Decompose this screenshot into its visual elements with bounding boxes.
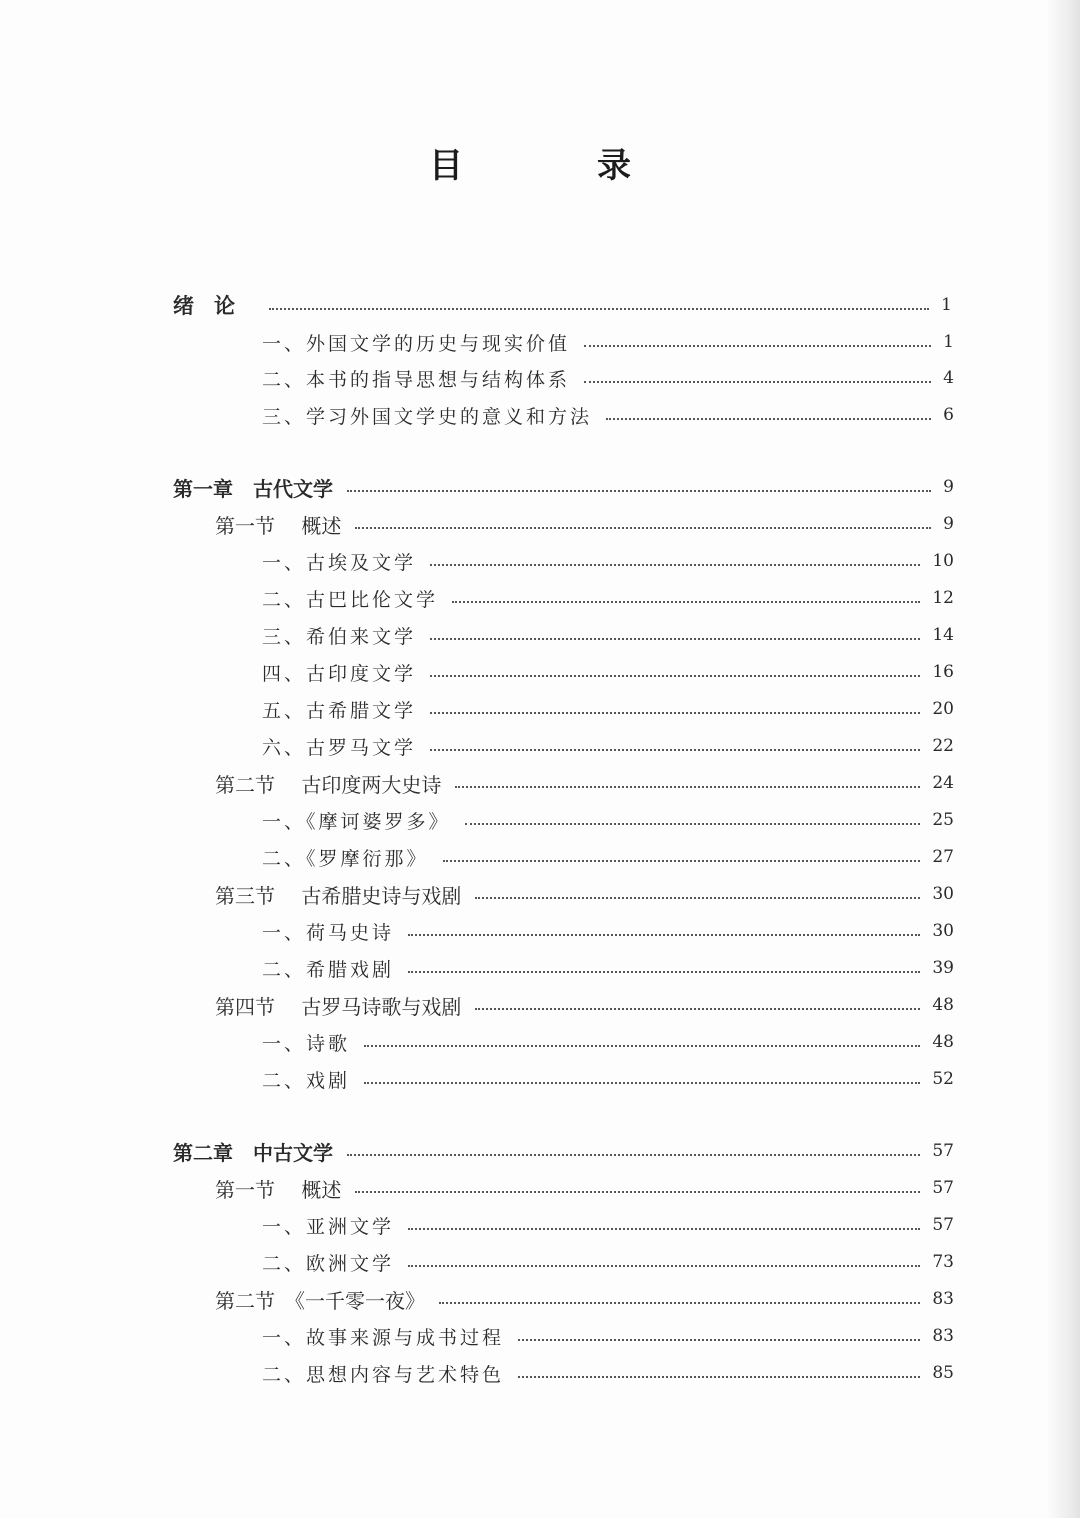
toc-page-number: 20 [932, 699, 954, 719]
toc-page-number: 57 [932, 1178, 954, 1198]
toc-page-number: 10 [932, 551, 954, 571]
toc-entry-label: 绪论 [173, 293, 255, 318]
toc-page-number: 39 [932, 958, 954, 978]
toc-entry-label: 一、古埃及文学 [262, 551, 417, 574]
dot-leader [408, 934, 920, 936]
page-title: 目 录 [429, 146, 681, 186]
toc-entry-label: 第二节 古印度两大史诗 [215, 772, 442, 797]
toc-page-number: 22 [932, 736, 954, 756]
dot-leader [584, 381, 931, 383]
toc-entry-item[interactable] [262, 361, 954, 395]
dot-leader [518, 1376, 920, 1378]
toc-entry-item[interactable] [262, 803, 954, 837]
toc-entry-label: 二、本书的指导思想与结构体系 [262, 368, 571, 391]
toc-entry-label: 一、荷马史诗 [262, 921, 395, 944]
toc-entry-label: 三、希伯来文学 [262, 625, 417, 648]
dot-leader [430, 749, 920, 751]
dot-leader [452, 601, 920, 603]
toc-page-number: 30 [932, 921, 954, 941]
toc-entry-label: 二、《罗摩衍那》 [262, 847, 429, 870]
toc-entry-section[interactable] [215, 877, 954, 911]
toc-page-number: 12 [932, 588, 954, 608]
dot-leader [347, 490, 931, 492]
toc-page-number: 25 [932, 810, 954, 830]
dot-leader [430, 675, 920, 677]
dot-leader [430, 638, 920, 640]
dot-leader [465, 823, 921, 825]
toc-page-number: 16 [932, 662, 954, 682]
toc-page-number: 57 [932, 1215, 954, 1235]
toc-entry-label: 四、古印度文学 [262, 662, 417, 685]
toc-entry-item[interactable] [262, 951, 954, 985]
toc-page-number: 30 [932, 884, 954, 904]
toc-entry-item[interactable] [262, 1245, 954, 1279]
dot-leader [364, 1082, 920, 1084]
toc-page-number: 1 [943, 332, 954, 352]
toc-page-number: 52 [932, 1069, 954, 1089]
toc-entry-label: 二、思想内容与艺术特色 [262, 1363, 505, 1386]
dot-leader [430, 712, 920, 714]
dot-leader [518, 1339, 920, 1341]
toc-entry-section[interactable] [215, 1171, 954, 1205]
toc-entry-item[interactable] [262, 914, 954, 948]
toc-page-number: 57 [932, 1141, 954, 1161]
toc-entry-label: 二、欧洲文学 [262, 1252, 395, 1275]
toc-entry-label: 二、希腊戏剧 [262, 958, 395, 981]
dot-leader [475, 1008, 920, 1010]
dot-leader [408, 971, 920, 973]
toc-entry-label: 一、《摩诃婆罗多》 [262, 810, 451, 833]
toc-entry-label: 一、外国文学的历史与现实价值 [262, 332, 571, 355]
toc-entry-label: 第一节 概述 [215, 513, 342, 538]
dot-leader [443, 860, 921, 862]
page-edge-shadow [1046, 0, 1080, 1518]
dot-leader [439, 1302, 920, 1304]
toc-entry-item[interactable] [262, 655, 954, 689]
toc-entry-item[interactable] [262, 729, 954, 763]
toc-entry-label: 六、古罗马文学 [262, 736, 417, 759]
toc-page-number: 83 [932, 1326, 954, 1346]
dot-leader [269, 308, 929, 310]
toc-entry-item[interactable] [262, 840, 954, 874]
toc-entry-item[interactable] [262, 1356, 954, 1390]
toc-entry-section[interactable] [215, 988, 954, 1022]
toc-entry-label: 二、古巴比伦文学 [262, 588, 439, 611]
toc-page-number: 83 [932, 1289, 954, 1309]
toc-entry-label: 第一章 古代文学 [173, 476, 333, 501]
toc-page-number: 48 [932, 1032, 954, 1052]
toc-entry-item[interactable] [262, 1025, 954, 1059]
toc-page-number: 1 [941, 295, 952, 315]
toc-page-number: 73 [932, 1252, 954, 1272]
dot-leader [475, 897, 920, 899]
toc-entry-item[interactable] [262, 618, 954, 652]
toc-entry-item[interactable] [262, 1062, 954, 1096]
toc-entry-section[interactable] [215, 507, 954, 541]
toc-page-number: 24 [932, 773, 954, 793]
toc-entry-label: 二、戏剧 [262, 1069, 351, 1092]
toc-page-number: 85 [932, 1363, 954, 1383]
toc-entry-label: 第四节 古罗马诗歌与戏剧 [215, 994, 462, 1019]
dot-leader [364, 1045, 920, 1047]
toc-entry-intro[interactable] [173, 288, 952, 322]
toc-entry-label: 一、故事来源与成书过程 [262, 1326, 505, 1349]
toc-entry-item[interactable] [262, 581, 954, 615]
toc-page-number: 14 [932, 625, 954, 645]
toc-entry-item[interactable] [262, 325, 954, 359]
dot-leader [455, 786, 920, 788]
toc-entry-item[interactable] [262, 1319, 954, 1353]
toc-page-number: 9 [943, 514, 954, 534]
toc-entry-section[interactable] [215, 1282, 954, 1316]
toc-entry-chapter[interactable] [173, 1134, 954, 1168]
toc-entry-label: 一、诗歌 [262, 1032, 351, 1055]
toc-entry-label: 第二章 中古文学 [173, 1140, 333, 1165]
toc-entry-label: 第一节 概述 [215, 1177, 342, 1202]
toc-entry-label: 三、学习外国文学史的意义和方法 [262, 405, 593, 428]
toc-entry-label: 第三节 古希腊史诗与戏剧 [215, 883, 462, 908]
dot-leader [355, 527, 931, 529]
dot-leader [408, 1265, 920, 1267]
dot-leader [430, 564, 920, 566]
toc-entry-label: 一、亚洲文学 [262, 1215, 395, 1238]
toc-entry-item[interactable] [262, 544, 954, 578]
toc-entry-item[interactable] [262, 1208, 954, 1242]
dot-leader [606, 418, 931, 420]
dot-leader [347, 1154, 920, 1156]
toc-entry-section[interactable] [215, 766, 954, 800]
toc-entry-item[interactable] [262, 692, 954, 726]
dot-leader [408, 1228, 920, 1230]
dot-leader [355, 1191, 920, 1193]
toc-page-number: 9 [943, 477, 954, 497]
toc-entry-label: 第二节 《一千零一夜》 [215, 1288, 425, 1313]
toc-page-number: 48 [932, 995, 954, 1015]
toc-page-number: 6 [943, 405, 954, 425]
toc-entry-chapter[interactable] [173, 470, 954, 504]
dot-leader [584, 345, 931, 347]
toc-entry-item[interactable] [262, 398, 954, 432]
toc-entry-label: 五、古希腊文学 [262, 699, 417, 722]
toc-page-number: 4 [943, 368, 954, 388]
toc-page-number: 27 [932, 847, 954, 867]
